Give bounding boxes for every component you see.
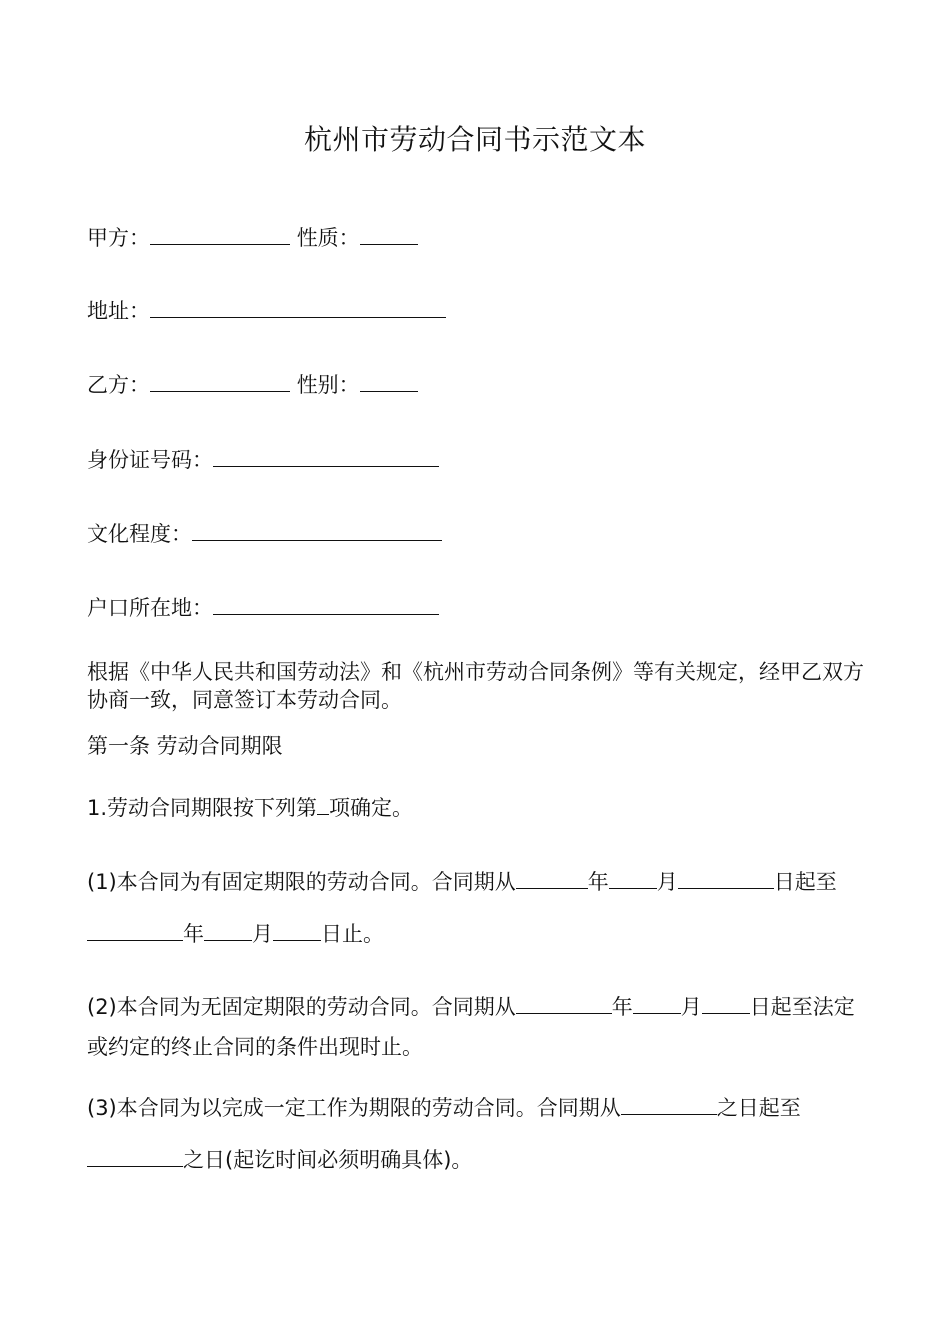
item1-3-text-a: (3)本合同为以完成一定工作为期限的劳动合同。合同期从	[87, 1096, 621, 1120]
education-line	[87, 520, 442, 547]
item1-1-blank-end-month[interactable]	[204, 920, 252, 941]
item1-1-text-c: 月	[656, 870, 678, 894]
id-number-line	[87, 446, 439, 473]
party-b-label: 乙方：	[87, 373, 150, 397]
item1-2-blank-day[interactable]	[702, 993, 750, 1014]
item1-text-a: 1.劳动合同期限按下列第	[87, 796, 318, 820]
education-blank[interactable]	[192, 520, 442, 541]
document-title: 杭州市劳动合同书示范文本	[303, 123, 646, 156]
item1-1-blank-start-year[interactable]	[516, 868, 588, 889]
item1-3-text-c: 之日(起讫时间必须明确具体)。	[183, 1148, 473, 1172]
address-line	[87, 297, 446, 324]
item1-3-blank-start[interactable]	[621, 1094, 717, 1115]
item1-text-b: 项确定。	[329, 796, 414, 820]
item1-blank[interactable]	[317, 794, 329, 815]
nature-blank[interactable]	[360, 224, 418, 245]
item1-3-paragraph	[87, 1082, 872, 1186]
nature-label: 性质：	[296, 226, 360, 250]
item1-1-text-g: 日止。	[321, 922, 384, 946]
item1-3-blank-end[interactable]	[87, 1146, 183, 1167]
item1-2-paragraph	[87, 987, 872, 1067]
education-label: 文化程度：	[87, 522, 192, 546]
item1-2-text-a: (2)本合同为无固定期限的劳动合同。合同期从	[87, 995, 516, 1019]
residence-line	[87, 594, 439, 621]
residence-blank[interactable]	[213, 594, 439, 615]
item1-2-text-c: 月	[680, 995, 702, 1019]
item1-1-blank-end-year[interactable]	[87, 920, 183, 941]
id-number-label: 身份证号码：	[87, 448, 213, 472]
item1-1-text-d: 日起至	[773, 870, 837, 894]
item1-2-blank-month[interactable]	[633, 993, 681, 1014]
item1-1-blank-start-month[interactable]	[609, 868, 657, 889]
article1-heading: 第一条 劳动合同期限	[87, 734, 283, 758]
item1-2-text-b: 年	[611, 995, 633, 1019]
item1-2-blank-year[interactable]	[516, 993, 612, 1014]
item1-1-blank-start-day[interactable]	[678, 868, 774, 889]
item1-1-text-b: 年	[587, 870, 609, 894]
item1-1-blank-end-day[interactable]	[273, 920, 321, 941]
gender-label: 性别：	[296, 373, 360, 397]
item1-3-text-b: 之日起至	[716, 1096, 801, 1120]
party-a-label: 甲方：	[87, 226, 150, 250]
residence-label: 户口所在地：	[87, 596, 213, 620]
gender-blank[interactable]	[360, 371, 418, 392]
party-a-line	[87, 224, 418, 251]
item1-1-paragraph	[87, 856, 872, 960]
id-number-blank[interactable]	[213, 446, 439, 467]
item1-2-text-d: 日起至法定或约定的终止合同的条件出现时止。	[87, 995, 855, 1059]
address-blank[interactable]	[150, 297, 446, 318]
address-label: 地址：	[87, 299, 150, 323]
party-a-blank[interactable]	[150, 224, 290, 245]
item1-1-text-f: 月	[252, 922, 273, 946]
party-b-line	[87, 371, 418, 398]
item1-1-text-e: 年	[183, 922, 204, 946]
item1-1-text-a: (1)本合同为有固定期限的劳动合同。合同期从	[87, 870, 516, 894]
intro-paragraph: 根据《中华人民共和国劳动法》和《杭州市劳动合同条例》等有关规定，经甲乙双方协商一致，同意签订本劳动合同。	[87, 660, 864, 712]
item1-line	[87, 794, 413, 821]
party-b-blank[interactable]	[150, 371, 290, 392]
